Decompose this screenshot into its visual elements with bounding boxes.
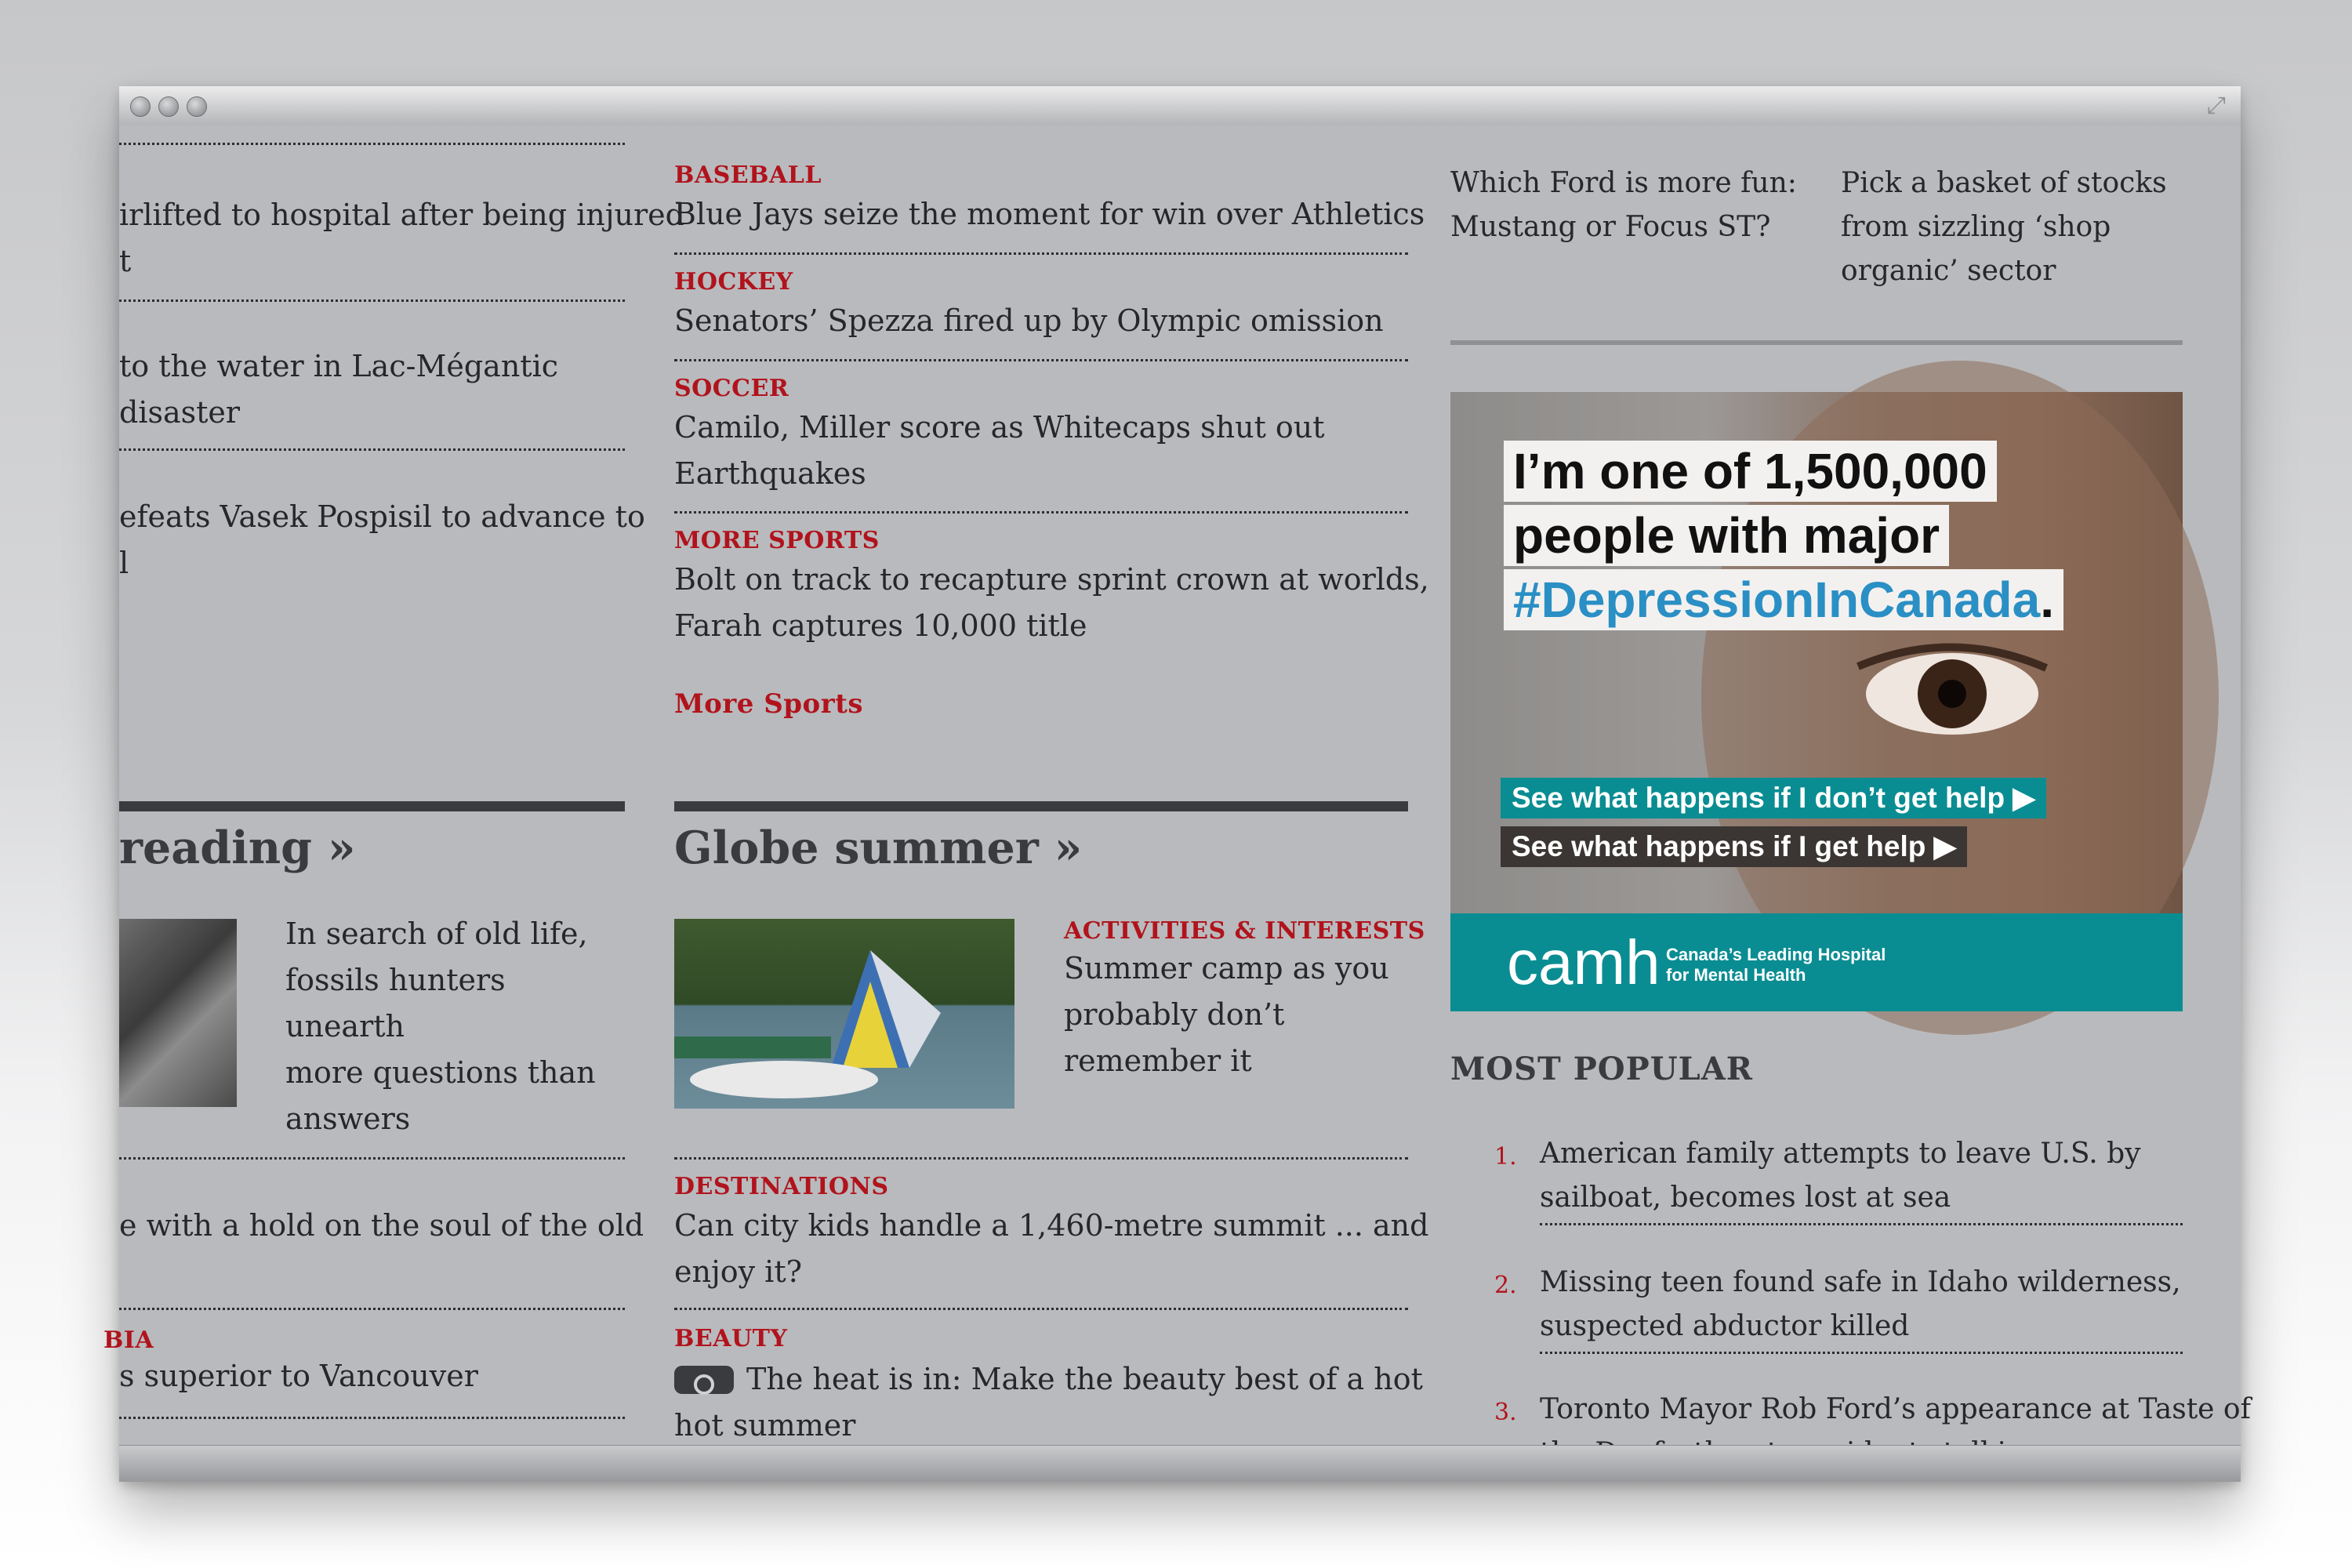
section-rule bbox=[674, 801, 1408, 811]
left-story-4[interactable]: e with a hold on the soul of the old bbox=[119, 1208, 644, 1243]
divider bbox=[119, 1417, 625, 1419]
left-story-1[interactable]: irlifted to hospital after being injured t bbox=[119, 198, 684, 278]
ad-footer-band bbox=[1450, 913, 2183, 1011]
page-content bbox=[103, 125, 2251, 1446]
divider bbox=[119, 143, 625, 145]
stocks-story[interactable]: Pick a basket of stocks from sizzling ‘shop organic’ sector bbox=[1841, 167, 2167, 287]
reading-section-title[interactable]: reading » bbox=[119, 822, 356, 874]
camera-icon bbox=[674, 1366, 734, 1394]
kicker-more-sports[interactable]: MORE SPORTS bbox=[674, 527, 880, 554]
divider bbox=[674, 1308, 1408, 1310]
camera-icon-glyph bbox=[674, 1370, 734, 1399]
ad-hashtag: #DepressionInCanada. bbox=[1504, 569, 2063, 630]
ad-headline-line2: people with major bbox=[1504, 505, 1949, 566]
summer-camp-photo[interactable] bbox=[674, 919, 1014, 1109]
popular-headline: Missing teen found safe in Idaho wilderness, suspected abductor killed bbox=[1540, 1266, 2181, 1342]
sports-story-4[interactable]: Bolt on track to recapture sprint crown at worlds, Farah captures 10,000 title bbox=[674, 562, 1429, 643]
camh-advertisement[interactable] bbox=[1450, 392, 2183, 1011]
title-bar bbox=[119, 86, 2241, 126]
fullscreen-icon[interactable]: ⤢ bbox=[2207, 92, 2226, 119]
left-story-2[interactable]: to the water in Lac-Mégantic disaster bbox=[119, 349, 558, 430]
divider bbox=[674, 252, 1408, 255]
divider bbox=[674, 1157, 1408, 1160]
camh-tagline: Canada’s Leading Hospital for Mental Health bbox=[1666, 945, 1886, 985]
divider bbox=[119, 448, 625, 451]
ad-cta-no-help[interactable]: See what happens if I don’t get help ▶ bbox=[1501, 778, 2046, 818]
divider bbox=[1540, 1223, 2183, 1225]
destinations-story[interactable]: Can city kids handle a 1,460-metre summit ... and enjoy it? bbox=[674, 1208, 1429, 1289]
kicker-destinations[interactable]: DESTINATIONS bbox=[674, 1173, 889, 1200]
kicker-activities[interactable]: ACTIVITIES & INTERESTS bbox=[1064, 917, 1425, 945]
summer-camp-photo-art bbox=[674, 919, 1014, 1109]
popular-rank: 2. bbox=[1494, 1272, 1517, 1299]
summer-camp-headline[interactable]: Summer camp as you probably don’t remember it bbox=[1064, 951, 1389, 1078]
camh-logo: camh bbox=[1507, 927, 1661, 997]
sports-story-1[interactable]: Blue Jays seize the moment for win over Athletics bbox=[674, 197, 1425, 231]
sports-story-2[interactable]: Senators’ Spezza fired up by Olympic omission bbox=[674, 303, 1384, 338]
fossil-thumbnail[interactable] bbox=[119, 919, 237, 1107]
more-sports-link[interactable]: More Sports bbox=[674, 688, 863, 720]
popular-rank: 1. bbox=[1494, 1143, 1517, 1171]
minimize-window-button[interactable] bbox=[158, 96, 179, 117]
popular-headline: Toronto Mayor Rob Ford’s appearance at Taste of bbox=[1540, 1393, 2251, 1425]
globe-summer-title[interactable]: Globe summer » bbox=[674, 822, 1083, 874]
left-story-3[interactable]: efeats Vasek Pospisil to advance to l bbox=[119, 499, 645, 580]
divider bbox=[674, 511, 1408, 514]
divider bbox=[119, 299, 625, 302]
most-popular-title: MOST POPULAR bbox=[1450, 1051, 1753, 1087]
sports-story-3[interactable]: Camilo, Miller score as Whitecaps shut out Earthquakes bbox=[674, 410, 1325, 491]
section-rule bbox=[1450, 340, 2183, 345]
popular-headline: American family attempts to leave U.S. by sailboat, becomes lost at sea bbox=[1540, 1138, 2141, 1214]
left-story-5[interactable]: s superior to Vancouver bbox=[119, 1359, 478, 1393]
ad-headline-line1: I’m one of 1,500,000 bbox=[1504, 441, 1997, 502]
kicker-soccer[interactable]: SOCCER bbox=[674, 375, 789, 402]
close-window-button[interactable] bbox=[130, 96, 151, 117]
kicker-baseball[interactable]: BASEBALL bbox=[674, 162, 822, 189]
kicker-hockey[interactable]: HOCKEY bbox=[674, 268, 793, 296]
divider bbox=[119, 1157, 625, 1160]
divider bbox=[119, 1308, 625, 1310]
section-rule bbox=[119, 801, 625, 811]
fossil-story-headline[interactable]: In search of old life, fossils hunters unearth more questions than answers bbox=[285, 916, 596, 1136]
popular-rank: 3. bbox=[1494, 1399, 1517, 1426]
zoom-window-button[interactable] bbox=[187, 96, 207, 117]
kicker-beauty[interactable]: BEAUTY bbox=[674, 1325, 788, 1352]
window-bottom-bar bbox=[119, 1445, 2241, 1482]
divider bbox=[1540, 1352, 2183, 1354]
divider bbox=[674, 359, 1408, 361]
browser-window bbox=[103, 86, 2251, 1482]
left-kicker[interactable]: BIA bbox=[103, 1327, 154, 1354]
beauty-story[interactable]: The heat is in: Make the beauty best of a hot hot summer bbox=[674, 1362, 1423, 1443]
ford-story[interactable]: Which Ford is more fun: Mustang or Focus ST? bbox=[1450, 167, 1797, 243]
ad-cta-get-help[interactable]: See what happens if I get help ▶ bbox=[1501, 826, 1967, 867]
